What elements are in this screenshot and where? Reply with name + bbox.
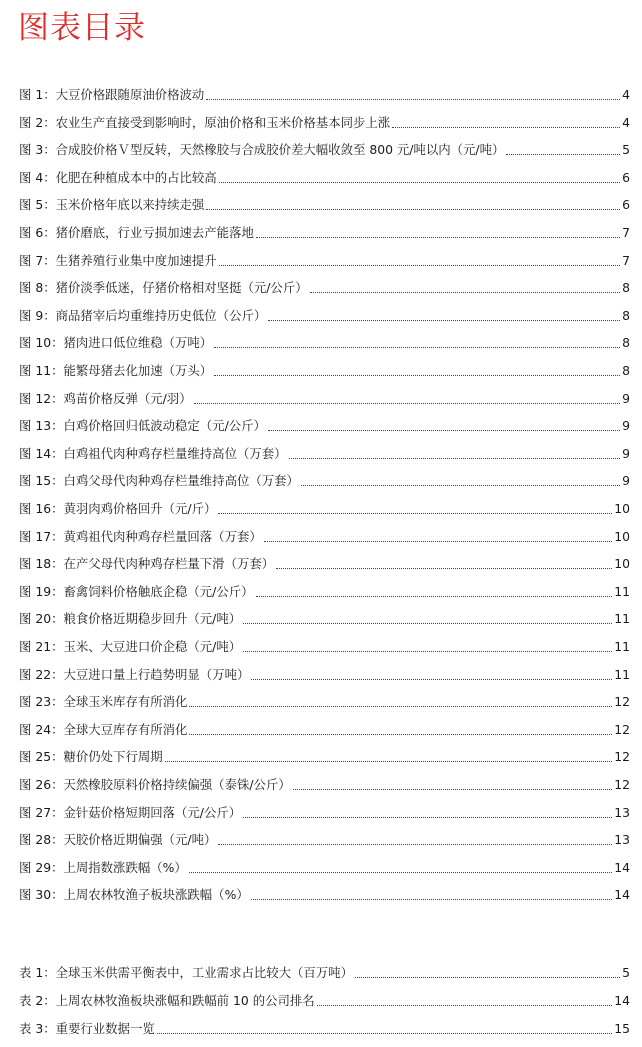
dot-leader	[219, 264, 620, 266]
figure-page-number: 8	[622, 280, 630, 296]
figure-label: 图 4：	[19, 169, 56, 185]
figure-entry[interactable]	[19, 859, 630, 877]
figure-entry[interactable]	[19, 776, 630, 794]
figure-label: 图 27：	[19, 804, 64, 820]
figure-page-number: 12	[614, 721, 630, 737]
figure-caption: 商品猪宰后均重维持历史低位（公斤）	[55, 307, 267, 323]
table-entry[interactable]	[19, 992, 630, 1010]
figure-caption: 鸡苗价格反弹（元/羽）	[63, 390, 192, 406]
dot-leader	[317, 1004, 613, 1006]
figure-entry[interactable]	[19, 886, 630, 904]
dot-leader	[251, 898, 612, 900]
table-page-number: 5	[622, 965, 630, 980]
dot-leader	[189, 871, 612, 873]
figure-page-number: 6	[622, 197, 630, 213]
figure-caption: 白鸡价格回归低波动稳定（元/公斤）	[63, 418, 266, 434]
figure-page-number: 9	[622, 473, 630, 489]
table-entry[interactable]	[19, 1020, 630, 1038]
figure-caption: 全球玉米库存有所消化	[63, 694, 188, 710]
figure-page-number: 8	[622, 307, 630, 323]
table-page-number: 15	[614, 1021, 630, 1036]
figure-page-number: 14	[614, 859, 630, 875]
figure-entry[interactable]	[19, 417, 630, 435]
figure-caption: 糖价仍处下行周期	[63, 749, 163, 765]
dot-leader	[310, 291, 621, 293]
figure-page-number: 10	[614, 556, 630, 572]
figure-caption: 在产父母代肉种鸡存栏量下滑（万套）	[63, 556, 275, 572]
figure-caption: 黄鸡祖代肉种鸡存栏量回落（万套）	[63, 528, 262, 544]
dot-leader	[219, 181, 620, 183]
figure-page-number: 10	[614, 528, 630, 544]
dot-leader	[189, 733, 612, 735]
figure-caption: 猪价磨底，行业亏损加速去产能落地	[55, 225, 254, 240]
dot-leader	[251, 678, 612, 680]
figure-label: 图 10：	[19, 335, 64, 351]
figure-page-number: 4	[622, 114, 630, 130]
figure-label: 图 3：	[19, 142, 56, 158]
figure-page-number: 5	[622, 142, 630, 158]
figure-page-number: 11	[614, 583, 630, 599]
dot-leader	[243, 816, 612, 818]
dot-leader	[214, 346, 620, 348]
figure-page-number: 13	[614, 804, 630, 820]
figure-page-number: 11	[614, 666, 630, 682]
table-caption: 全球玉米供需平衡表中，工业需求占比较大（百万吨）	[55, 965, 353, 980]
figure-entry[interactable]	[19, 279, 630, 297]
figure-entry[interactable]	[19, 334, 630, 352]
figure-entry[interactable]	[19, 86, 630, 104]
figure-page-number: 12	[614, 777, 630, 792]
dot-leader	[256, 595, 613, 597]
figure-entry[interactable]	[19, 693, 630, 711]
figure-label: 图 11：	[19, 363, 64, 378]
figure-caption: 大豆进口量上行趋势明显（万吨）	[63, 666, 250, 682]
figure-entry[interactable]	[19, 196, 630, 214]
figure-entry[interactable]	[19, 362, 630, 380]
figure-label: 图 25：	[19, 749, 64, 765]
figure-page-number: 8	[622, 363, 630, 378]
figure-entry[interactable]	[19, 831, 630, 849]
dot-leader	[392, 126, 620, 128]
figure-entry[interactable]	[19, 472, 630, 490]
figure-label: 图 12：	[19, 390, 64, 406]
figure-entry[interactable]	[19, 666, 630, 684]
figure-entry[interactable]	[19, 555, 630, 573]
figure-label: 图 29：	[19, 859, 64, 875]
figure-label: 图 1：	[19, 87, 56, 102]
dot-leader	[268, 429, 620, 431]
figure-entry[interactable]	[19, 141, 630, 159]
figure-page-number: 12	[614, 749, 630, 765]
figure-label: 图 6：	[19, 225, 56, 240]
figure-label: 图 26：	[19, 777, 64, 792]
figure-caption: 猪价淡季低迷，仔猪价格相对坚挺（元/公斤）	[55, 280, 308, 296]
dot-leader	[218, 843, 612, 845]
dot-leader	[301, 484, 620, 486]
figure-entry[interactable]	[19, 445, 630, 463]
figure-label: 图 20：	[19, 611, 64, 627]
figure-caption: 畜禽饲料价格触底企稳（元/公斤）	[63, 583, 254, 599]
figure-label: 图 5：	[19, 197, 56, 213]
figure-page-number: 9	[622, 445, 630, 461]
figure-entry[interactable]	[19, 610, 630, 628]
figure-label: 图 19：	[19, 583, 64, 599]
figure-label: 图 15：	[19, 473, 64, 489]
figure-caption: 大豆价格跟随原油价格波动	[55, 87, 205, 102]
dot-leader	[264, 540, 612, 542]
figure-entry[interactable]	[19, 583, 630, 601]
figure-label: 图 17：	[19, 528, 64, 544]
figure-page-number: 13	[614, 832, 630, 848]
figure-page-number: 7	[622, 252, 630, 268]
table-label: 表 3：	[19, 1021, 56, 1036]
figure-page-number: 8	[622, 335, 630, 351]
figure-page-number: 4	[622, 87, 630, 102]
figure-entry[interactable]	[19, 721, 630, 739]
figure-caption: 上周指数涨跌幅（%）	[63, 859, 187, 875]
dot-leader	[276, 567, 612, 569]
figure-entry[interactable]	[19, 114, 630, 132]
dot-leader	[506, 153, 620, 155]
dot-leader	[218, 512, 612, 514]
figure-page-number: 12	[614, 694, 630, 710]
table-label: 表 2：	[19, 993, 56, 1008]
dot-leader	[214, 374, 620, 376]
figure-label: 图 14：	[19, 445, 64, 461]
dot-leader	[256, 236, 620, 238]
page-title: 图表目录	[18, 10, 146, 46]
dot-leader	[355, 976, 620, 978]
figure-entry[interactable]	[19, 500, 630, 518]
figure-caption: 生猪养殖行业集中度加速提升	[55, 252, 217, 268]
figure-entry[interactable]	[19, 169, 630, 187]
figure-label: 图 7：	[19, 252, 56, 268]
figure-label: 图 2：	[19, 114, 56, 130]
figure-caption: 金针菇价格短期回落（元/公斤）	[63, 804, 242, 820]
figure-page-number: 11	[614, 639, 630, 654]
figure-entry[interactable]	[19, 638, 630, 656]
figure-label: 图 21：	[19, 639, 64, 654]
figure-caption: 黄羽肉鸡价格回升（元/斤）	[63, 501, 217, 516]
dot-leader	[268, 319, 620, 321]
figure-entry[interactable]	[19, 528, 630, 546]
figure-label: 图 22：	[19, 666, 64, 682]
figure-caption: 化肥在种植成本中的占比较高	[55, 169, 217, 185]
figure-page-number: 9	[622, 418, 630, 434]
figure-page-number: 6	[622, 169, 630, 185]
figure-entry[interactable]	[19, 252, 630, 270]
figure-page-number: 9	[622, 390, 630, 406]
dot-leader	[189, 705, 612, 707]
figure-page-number: 14	[614, 887, 630, 903]
table-page-number: 14	[614, 993, 630, 1008]
figure-caption: 天胶价格近期偏强（元/吨）	[63, 832, 217, 848]
figure-label: 图 18：	[19, 556, 64, 572]
dot-leader	[194, 402, 621, 404]
figure-label: 图 16：	[19, 501, 64, 516]
dot-leader	[206, 208, 620, 210]
figure-label: 图 13：	[19, 418, 64, 434]
figure-entry[interactable]	[19, 390, 630, 408]
table-entry[interactable]	[19, 964, 630, 982]
figure-caption: 上周农林牧渔子板块涨跌幅（%）	[63, 887, 249, 903]
figure-caption: 全球大豆库存有所消化	[63, 721, 188, 737]
table-caption: 上周农林牧渔板块涨幅和跌幅前 10 的公司排名	[55, 993, 315, 1008]
table-label: 表 1：	[19, 965, 56, 980]
figure-caption: 玉米价格年底以来持续走强	[55, 197, 205, 213]
dot-leader	[243, 622, 612, 624]
table-caption: 重要行业数据一览	[55, 1021, 155, 1036]
figure-entry[interactable]	[19, 748, 630, 766]
figure-label: 图 23：	[19, 694, 64, 710]
figure-page-number: 11	[614, 611, 630, 627]
figure-label: 图 24：	[19, 721, 64, 737]
figure-caption: 能繁母猪去化加速（万头）	[63, 363, 213, 378]
figure-caption: 白鸡祖代肉种鸡存栏量维持高位（万套）	[63, 445, 287, 461]
dot-leader	[206, 98, 620, 100]
figure-page-number: 7	[622, 225, 630, 240]
figure-label: 图 8：	[19, 280, 56, 296]
figure-caption: 猪肉进口低位维稳（万吨）	[63, 335, 213, 351]
figure-caption: 合成胶价格Ｖ型反转，天然橡胶与合成胶价差大幅收敛至 800 元/吨以内（元/吨）	[55, 142, 505, 158]
figure-label: 图 30：	[19, 887, 64, 903]
dot-leader	[165, 760, 613, 762]
figure-caption: 白鸡父母代肉种鸡存栏量维持高位（万套）	[63, 473, 299, 489]
figure-label: 图 28：	[19, 832, 64, 848]
figure-entry[interactable]	[19, 307, 630, 325]
figure-caption: 粮食价格近期稳步回升（元/吨）	[63, 611, 242, 627]
dot-leader	[157, 1032, 612, 1034]
figure-label: 图 9：	[19, 307, 56, 323]
dot-leader	[289, 457, 621, 459]
dot-leader	[293, 788, 613, 790]
figure-entry[interactable]	[19, 804, 630, 822]
figure-caption: 农业生产直接受到影响时，原油价格和玉米价格基本同步上涨	[55, 114, 391, 130]
figure-caption: 玉米、大豆进口价企稳（元/吨）	[63, 639, 242, 654]
figure-caption: 天然橡胶原料价格持续偏强（泰铢/公斤）	[63, 777, 291, 792]
dot-leader	[243, 650, 612, 652]
figure-entry[interactable]	[19, 224, 630, 242]
figure-page-number: 10	[614, 501, 630, 516]
